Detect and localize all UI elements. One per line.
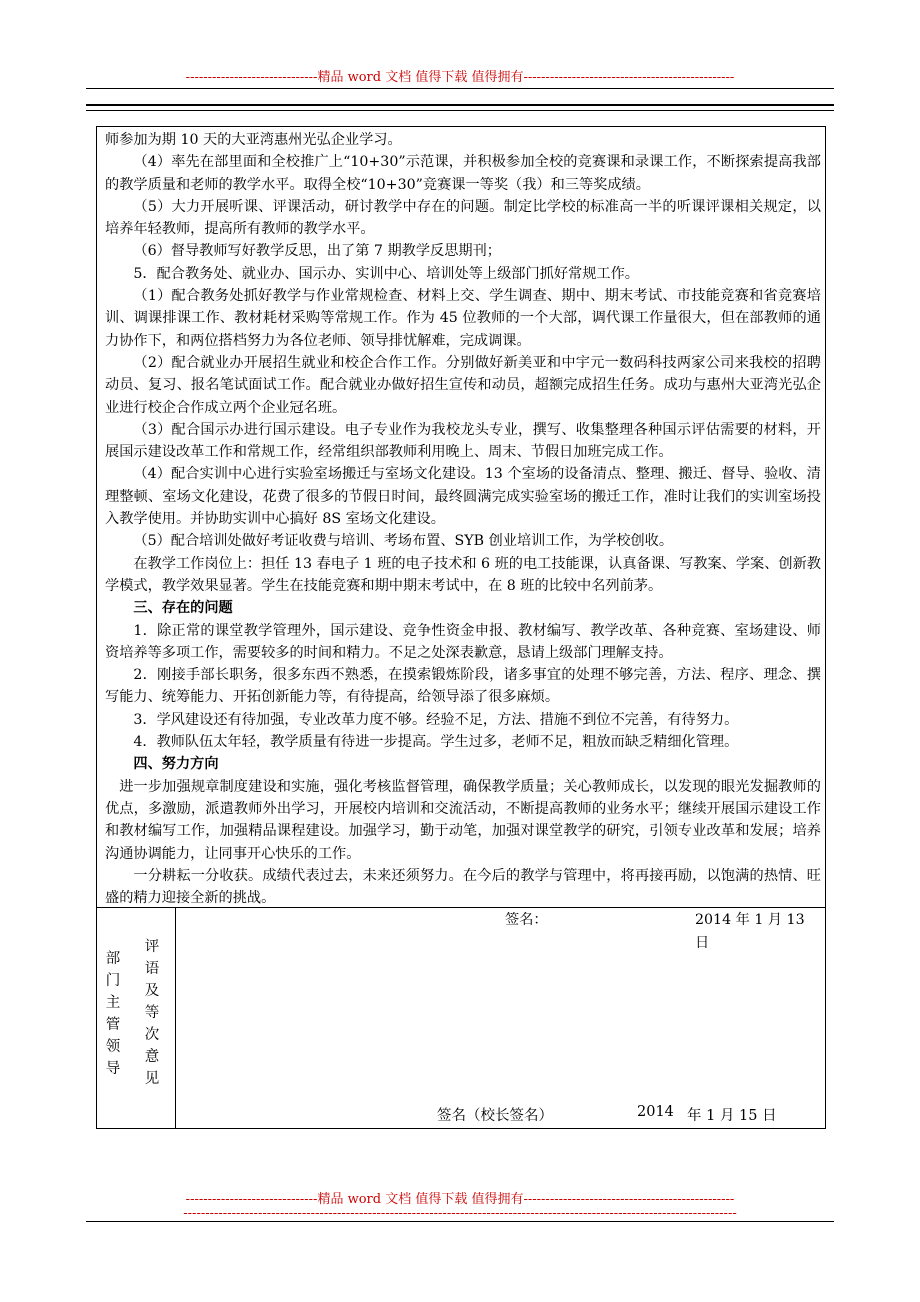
paragraph: 5．配合教务处、就业办、国示办、实训中心、培训处等上级部门抓好常规工作。 (133, 265, 639, 282)
paragraph: （4）率先在部里面和全校推广上“10+30”示范课，并积极参加全校的竞赛课和录课工作，不断探索提高我部的教学质量和老师的教学水平。取得全校“10+30”竞赛课一等奖（我）和三等奖成绩。 (105, 154, 821, 193)
vertical-char: 等 (144, 1005, 160, 1021)
paragraph: 师参加为期 10 天的大亚湾惠州光弘企业学习。 (105, 132, 402, 148)
paragraph: 4．教师队伍太年轻，教学质量有待进一步提高。学生过多，老师不足，粗放而缺乏精细化管理。 (133, 734, 739, 751)
paragraph: （6）督导教师写好教学反思，出了第 7 期教学反思期刊； (133, 243, 501, 260)
header-banner: ------------------------------精品 word 文档 值得下载 值得拥有------------------------------------------------ (185, 70, 735, 85)
header-rule-thin (86, 88, 834, 89)
vertical-char: 意 (144, 1049, 160, 1065)
footer-rule (86, 1221, 834, 1222)
principal-sign-date: 年 1 月 15 日 (687, 1108, 777, 1124)
footer-banner: ------------------------------精品 word 文档 值得下载 值得拥有------------------------------------------------ (185, 1192, 735, 1207)
vertical-char: 主 (105, 995, 121, 1011)
vertical-char: 导 (105, 1061, 121, 1077)
review-table (96, 907, 826, 1129)
header-rule-thin-2 (86, 110, 834, 111)
paragraph: 在教学工作岗位上：担任 13 春电子 1 班的电子技术和 6 班的电工技能课，认真备课、写教案、学案、创新教学模式，教学效果显著。学生在技能竞赛和期中期末考试中，在 8 班的比较中名列前茅。 (105, 555, 821, 594)
paragraph: （4）配合实训中心进行实验室场搬迁与室场文化建设。13 个室场的设备清点、整理、搬迁、督导、验收、清理整顿、室场文化建设，花费了很多的节假日时间，最终圆满完成实验室场的搬迁工作，准时让我们的实训室场投入教学使用。并协助实训中心搞好 8S 室场文化建设。 (105, 466, 821, 528)
dept-leader-label (105, 948, 121, 1080)
comment-label (144, 936, 160, 1090)
vertical-char: 见 (144, 1071, 160, 1087)
principal-signature-label: 签名（校长签名） (437, 1108, 553, 1124)
vertical-char: 部 (105, 951, 121, 967)
header-rule-thick (86, 104, 834, 106)
footer-dashes: ------------------------------------------------------------------------------------------------------------------------------ (183, 1206, 737, 1221)
vertical-char: 领 (105, 1039, 121, 1055)
vertical-char: 语 (144, 961, 160, 977)
paragraph: （2）配合就业办开展招生就业和校企合作工作。分别做好新美亚和中宇元一数码科技两家公司来我校的招聘动员、复习、报名笔试面试工作。配合就业办做好招生宣传和动员，超额完成招生任务。成功与惠州大亚湾光弘企业进行校企合作成立两个企业冠名班。 (105, 354, 821, 416)
paragraph: （1）配合教务处抓好教学与作业常规检查、材料上交、学生调查、期中、期末考试、市技能竞赛和省竞赛培训、调课排课工作、教材耗材采购等常规工作。作为 45 位教师的一个大部，调代课工作量很大，但在部教师的通力协作下，和两位搭档努力为各位老师、领导排忧解难，完成调课。 (105, 288, 821, 349)
paragraph: （5）配合培训处做好考证收费与培训、考场布置、SYB 创业培训工作，为学校创收。 (133, 533, 674, 550)
paragraph: 3．学风建设还有待加强，专业改革力度不够。经验不足，方法、措施不到位不完善，有待努力。 (133, 711, 739, 728)
vertical-char: 门 (105, 973, 121, 989)
paragraph: （3）配合国示办进行国示建设。电子专业作为我校龙头专业，撰写、收集整理各种国示评估需要的材料，开展国示建设改革工作和常规工作，经常组织部教师利用晚上、周末、节假日加班完成工作。 (105, 421, 821, 461)
paragraph: 1．除正常的课堂教学管理外，国示建设、竞争性资金申报、教材编写、教学改革、各种竞赛、室场建设、师资培养等多项工作，需要较多的时间和精力。不足之处深表歉意，恳请上级部门理解支持。 (105, 622, 821, 661)
dept-leader-column (97, 908, 176, 1128)
section-heading: 四、努力方向 (133, 756, 219, 773)
principal-sign-year: 2014 (637, 1104, 674, 1120)
signature-label: 签名： (505, 912, 548, 929)
vertical-char: 管 (105, 1017, 121, 1033)
signature-date: 2014 年 1 月 13 日 (695, 912, 805, 951)
paragraph: 进一步加强规章制度建设和实施，强化考核监督管理，确保教学质量；关心教师成长，以发现的眼光发掘教师的优点，多激励，派遣教师外出学习，开展校内培训和交流活动，不断提高教师的业务水平；继续开展国示建设工作和教材编写工作，加强精品课程建设。加强学习，勤于动笔，加强对课堂教学的研究，引领专业改革和发展；培养沟通协调能力，让同事开心快乐的工作。 (105, 778, 821, 862)
paragraph: （5）大力开展听课、评课活动，研讨教学中存在的问题。制定比学校的标准高一半的听课评课相关规定，以培养年轻教师，提高所有教师的教学水平。 (105, 198, 821, 238)
paragraph: 一分耕耘一分收获。成绩代表过去，未来还须努力。在今后的教学与管理中，将再接再励，以饱满的热情、旺盛的精力迎接全新的挑战。 (105, 867, 821, 907)
paragraph: 2．刚接手部长职务，很多东西不熟悉，在摸索锻炼阶段，诸多事宜的处理不够完善，方法、程序、理念、撰写能力、统筹能力、开拓创新能力等，有待提高，给领导添了很多麻烦。 (105, 667, 821, 706)
section-heading: 三、存在的问题 (133, 600, 233, 617)
vertical-char: 评 (144, 939, 160, 955)
vertical-char: 次 (144, 1027, 160, 1043)
summary-table-cell (96, 126, 826, 951)
report-body (105, 129, 821, 951)
vertical-char: 及 (144, 983, 160, 999)
